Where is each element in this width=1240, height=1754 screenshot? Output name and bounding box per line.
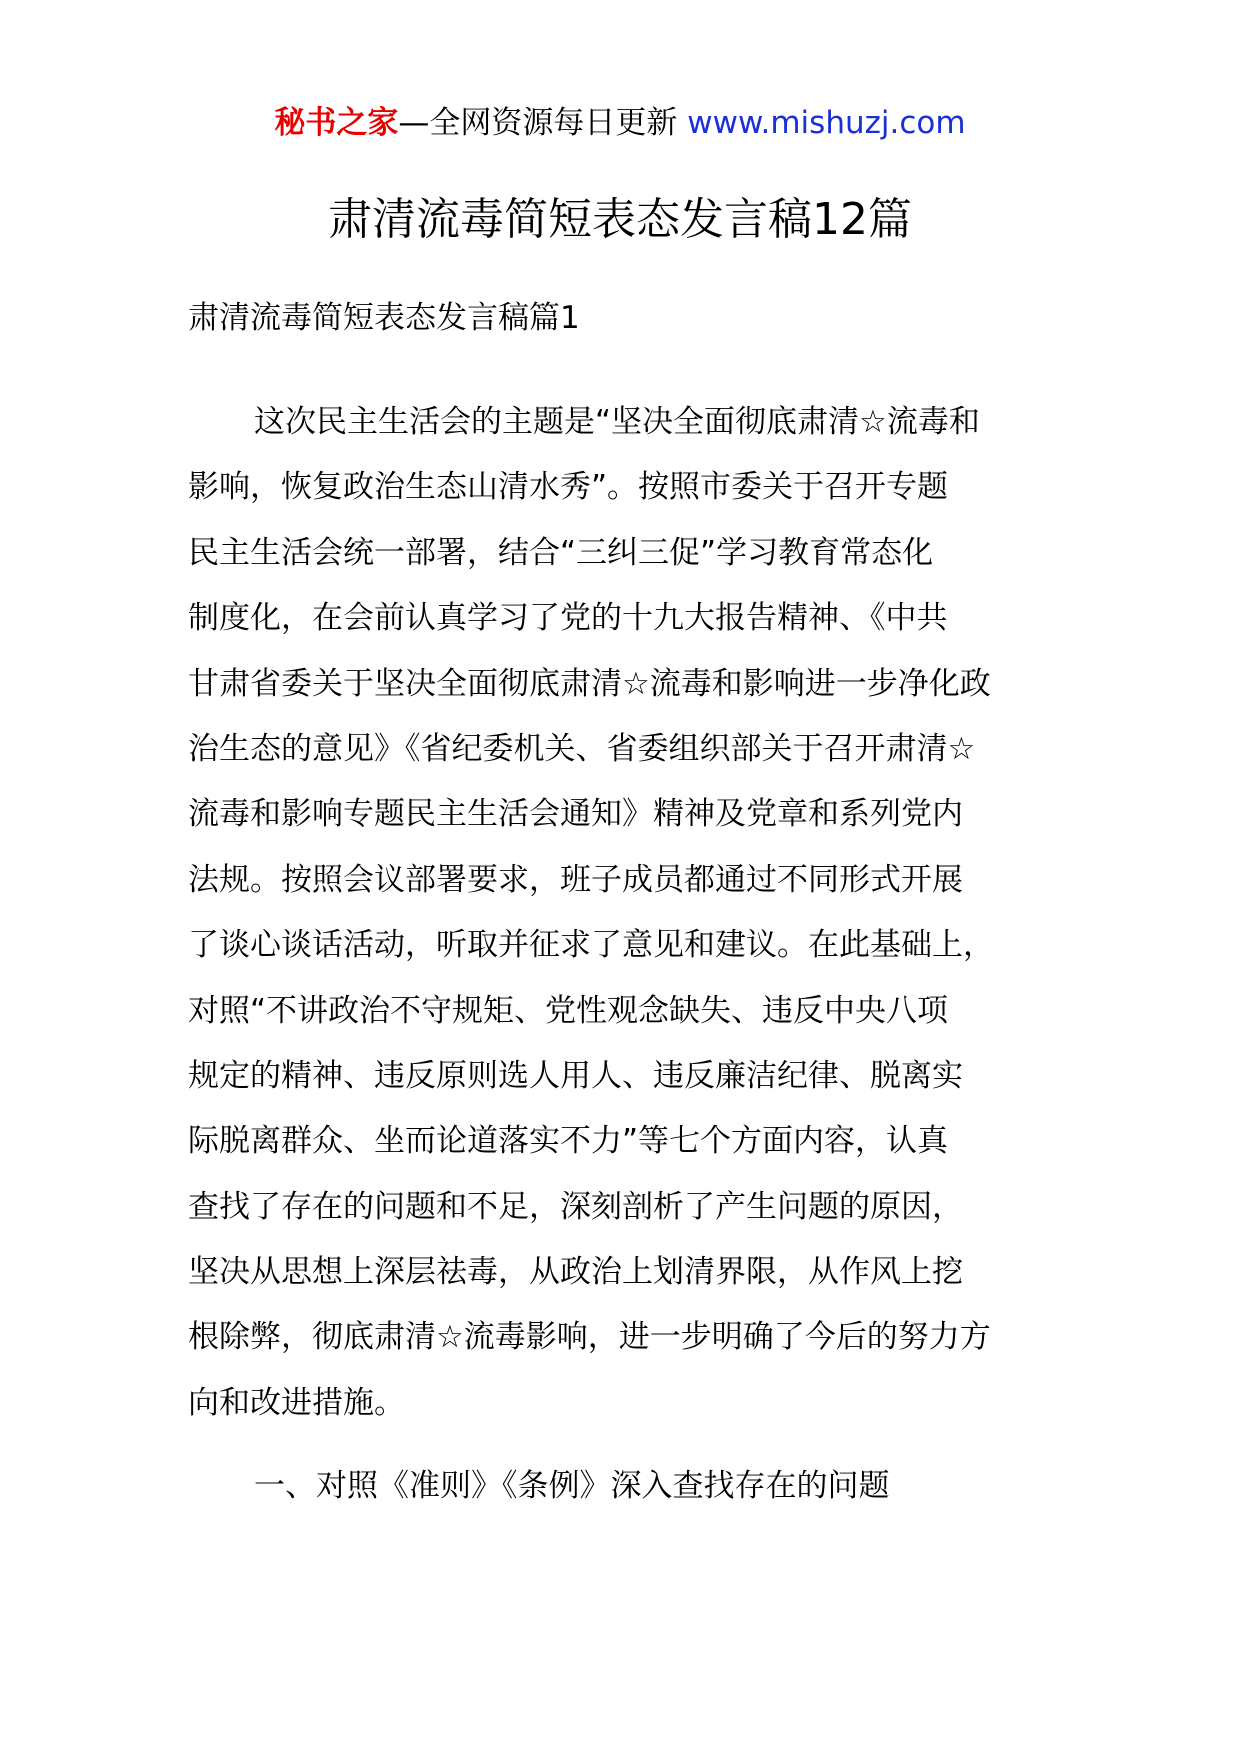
paragraph-line: 这次民主生活会的主题是“坚决全面彻底肃清☆流毒和 <box>254 404 980 440</box>
paragraph-line: 对照“不讲政治不守规矩、党性观念缺失、违反中央八项 <box>188 992 949 1029</box>
body-paragraph <box>188 390 1058 1436</box>
brand-name: 秘书之家 <box>274 105 399 141</box>
header-tagline: —全网资源每日更新 <box>398 105 678 141</box>
paragraph-line: 治生态的意见》《省纪委机关、省委组织部关于召开肃清☆ <box>188 730 976 767</box>
paragraph-line: 查找了存在的问题和不足，深刻剖析了产生问题的原因， <box>188 1188 963 1225</box>
site-url-link[interactable]: www.mishuzj.com <box>687 105 966 141</box>
section-heading: 肃清流毒简短表态发言稿篇1 <box>188 300 580 336</box>
paragraph-line: 规定的精神、违反原则选人用人、违反廉洁纪律、脱离实 <box>188 1057 963 1094</box>
paragraph-line: 了谈心谈话活动，听取并征求了意见和建议。在此基础上， <box>188 927 994 964</box>
paragraph-line: 民主生活会统一部署，结合“三纠三促”学习教育常态化 <box>188 534 934 571</box>
site-header <box>0 100 1240 146</box>
paragraph-line: 坚决从思想上深层祛毒，从政治上划清界限，从作风上挖 <box>188 1254 963 1291</box>
paragraph-line: 法规。按照会议部署要求，班子成员都通过不同形式开展 <box>188 861 963 898</box>
paragraph-line: 影响，恢复政治生态山清水秀”。按照市委关于召开专题 <box>188 469 949 506</box>
paragraph-line: 流毒和影响专题民主生活会通知》精神及党章和系列党内 <box>188 796 963 833</box>
paragraph-line: 甘肃省委关于坚决全面彻底肃清☆流毒和影响进一步净化政 <box>188 665 991 702</box>
subheading: 一、对照《准则》《条例》深入查找存在的问题 <box>254 1468 890 1504</box>
paragraph-line: 向和改进措施。 <box>188 1384 405 1421</box>
paragraph-line: 根除弊，彻底肃清☆流毒影响，进一步明确了今后的努力方 <box>188 1319 991 1356</box>
paragraph-line: 际脱离群众、坐而论道落实不力”等七个方面内容，认真 <box>188 1123 949 1160</box>
paragraph-line: 制度化，在会前认真学习了党的十九大报告精神、《中共 <box>188 600 948 637</box>
document-title: 肃清流毒简短表态发言稿12篇 <box>328 194 912 245</box>
